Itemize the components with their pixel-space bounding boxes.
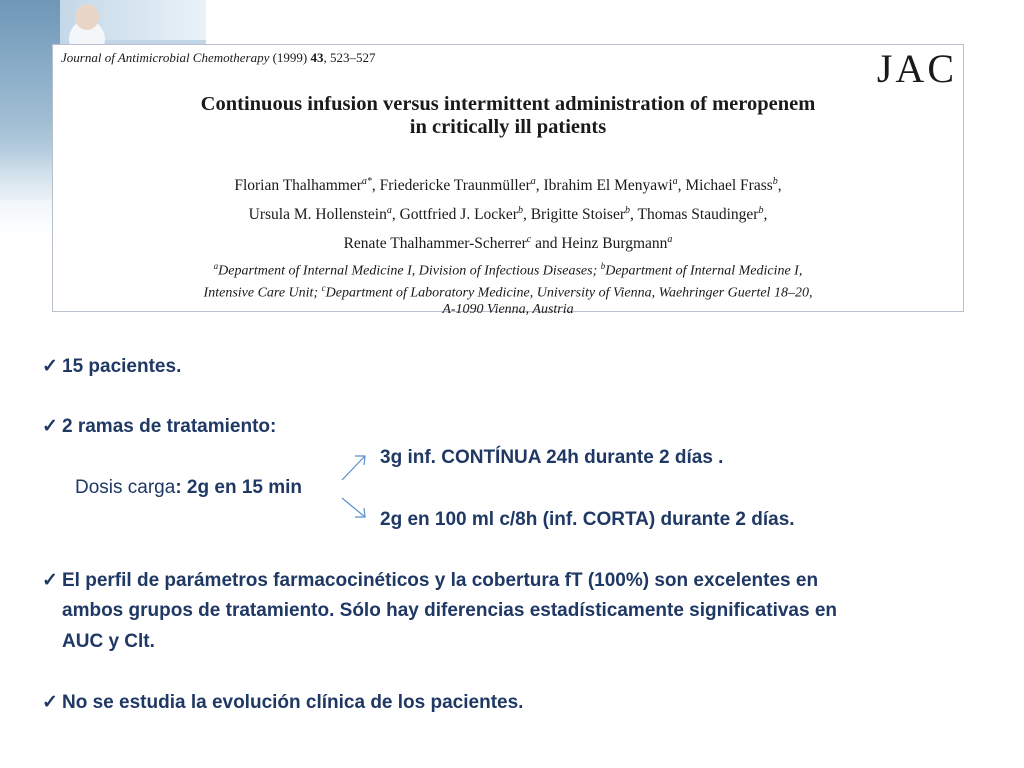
affiliations: $^a$Department of Internal Medicine I, Division of Infectious Diseases; $^b$Department of Internal Medicine I, Intensive Care Unit; $^c$Department of Laboratory Medicine, University of Vienna, Waehringer Guertel 18–20, A-1090 Vienna, Austria <box>203 261 813 318</box>
bullet-pk-profile: ✓ El perfil de parámetros farmacocinéticos y la cobertura fT (100%) son excelentes en <box>42 570 819 591</box>
bullet-clinical-outcome: ✓ No se estudia la evolución clínica de los pacientes. <box>42 692 524 713</box>
journal-citation: Journal of Antimicrobial Chemotherapy (1999) 43, 523–527 <box>61 50 376 65</box>
bullet-treatment-arms: ✓ 2 ramas de tratamiento: <box>42 416 277 437</box>
bullet-pk-profile-line2: ambos grupos de tratamiento. Sólo hay diferencias estadísticamente significativas en <box>62 600 838 621</box>
bullet-pk-profile-line3: AUC y Clt. <box>62 631 155 652</box>
author-list: Florian Thalhammer$^{a*}$, Friedericke Traunmüller$^a$, Ibrahim El Menyawi$^a$, Michael Frass$^b$, Ursula M. Hollenstein$^a$, Gottfried J. Locker$^b$, Brigitte Stoiser$^b$, Thomas Staudinger$^b$, Renate Thalhammer-Scherrer$^c$ and Heinz Burgmann$^a$ <box>234 176 782 253</box>
branch-intermittent: 2g en 100 ml c/8h (inf. CORTA) durante 2 días. <box>380 509 795 530</box>
check-icon: ✓ <box>42 356 58 377</box>
branch-continuous: 3g inf. CONTÍNUA 24h durante 2 días . <box>380 447 724 468</box>
branch-arrows-icon <box>340 450 372 522</box>
check-icon: ✓ <box>42 416 58 437</box>
journal-logo: JAC <box>876 46 957 91</box>
loading-dose: Dosis carga: 2g en 15 min <box>75 477 303 498</box>
bullet-patients: ✓ 15 pacientes. <box>42 356 182 377</box>
article-title: Continuous infusion versus intermittent administration of meropenem in critically ill patients <box>200 93 816 138</box>
check-icon: ✓ <box>42 570 58 591</box>
check-icon: ✓ <box>42 692 58 713</box>
